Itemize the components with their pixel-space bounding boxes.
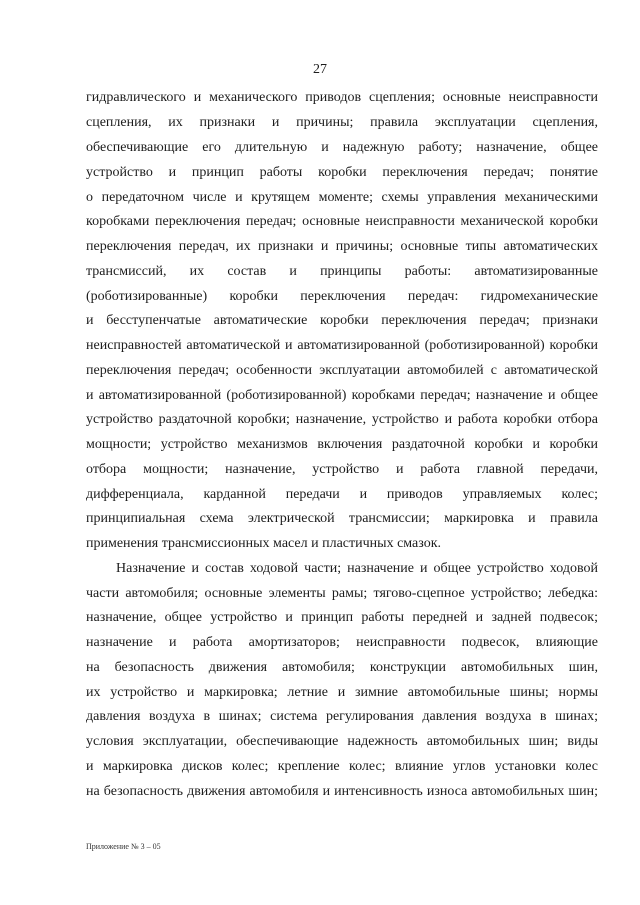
text-line: неисправностей автоматической и автоматизированной (роботизированной) коробки bbox=[86, 338, 598, 353]
page-number: 27 bbox=[313, 62, 327, 77]
text-line: устройство и принцип работы коробки переключения передач; понятие bbox=[86, 165, 598, 180]
text-line: давления воздуха в шинах; система регулирования давления воздуха в шинах; bbox=[86, 709, 598, 724]
text-line: Назначение и состав ходовой части; назначение и общее устройство ходовой bbox=[116, 561, 598, 576]
text-line: гидравлического и механического приводов сцепления; основные неисправности bbox=[86, 90, 598, 105]
text-line: переключения передач; особенности эксплуатации автомобилей с автоматической bbox=[86, 363, 598, 378]
footer-note: Приложение № 3 – 05 bbox=[86, 842, 161, 851]
text-line: переключения передач, их признаки и причины; основные типы автоматических bbox=[86, 239, 598, 254]
text-line: коробками переключения передач; основные неисправности механической коробки bbox=[86, 214, 598, 229]
text-line: (роботизированные) коробки переключения передач: гидромеханические bbox=[86, 289, 598, 304]
text-line: на безопасность движения автомобиля; конструкции автомобильных шин, bbox=[86, 660, 598, 675]
text-line: о передаточном числе и крутящем моменте; схемы управления механическими bbox=[86, 190, 598, 205]
text-line: условия эксплуатации, обеспечивающие надежность автомобильных шин; виды bbox=[86, 734, 598, 749]
text-line: мощности; устройство механизмов включения раздаточной коробки и коробки bbox=[86, 437, 598, 452]
text-line: обеспечивающие его длительную и надежную работу; назначение, общее bbox=[86, 140, 598, 155]
text-line: принципиальная схема электрической трансмиссии; маркировка и правила bbox=[86, 511, 598, 526]
text-line: сцепления, их признаки и причины; правила эксплуатации сцепления, bbox=[86, 115, 598, 130]
text-line: и автоматизированной (роботизированной) коробками передач; назначение и общее bbox=[86, 388, 598, 403]
text-line: устройство раздаточной коробки; назначение, устройство и работа коробки отбора bbox=[86, 412, 598, 427]
text-line: дифференциала, карданной передачи и приводов управляемых колес; bbox=[86, 487, 598, 502]
text-line: отбора мощности; назначение, устройство и работа главной передачи, bbox=[86, 462, 598, 477]
text-line: и маркировка дисков колес; крепление колес; влияние углов установки колес bbox=[86, 759, 598, 774]
text-line: применения трансмиссионных масел и пластичных смазок. bbox=[86, 536, 442, 551]
text-line: и бесступенчатые автоматические коробки переключения передач; признаки bbox=[86, 313, 598, 328]
text-line: части автомобиля; основные элементы рамы; тягово-сцепное устройство; лебедка: bbox=[86, 586, 598, 601]
text-line: их устройство и маркировка; летние и зимние автомобильные шины; нормы bbox=[86, 685, 598, 700]
text-line: назначение, общее устройство и принцип работы передней и задней подвесок; bbox=[86, 610, 598, 625]
text-line: на безопасность движения автомобиля и интенсивность износа автомобильных шин; bbox=[86, 784, 598, 799]
text-line: трансмиссий, их состав и принципы работы: автоматизированные bbox=[86, 264, 598, 279]
text-line: назначение и работа амортизаторов; неисправности подвесок, влияющие bbox=[86, 635, 598, 650]
